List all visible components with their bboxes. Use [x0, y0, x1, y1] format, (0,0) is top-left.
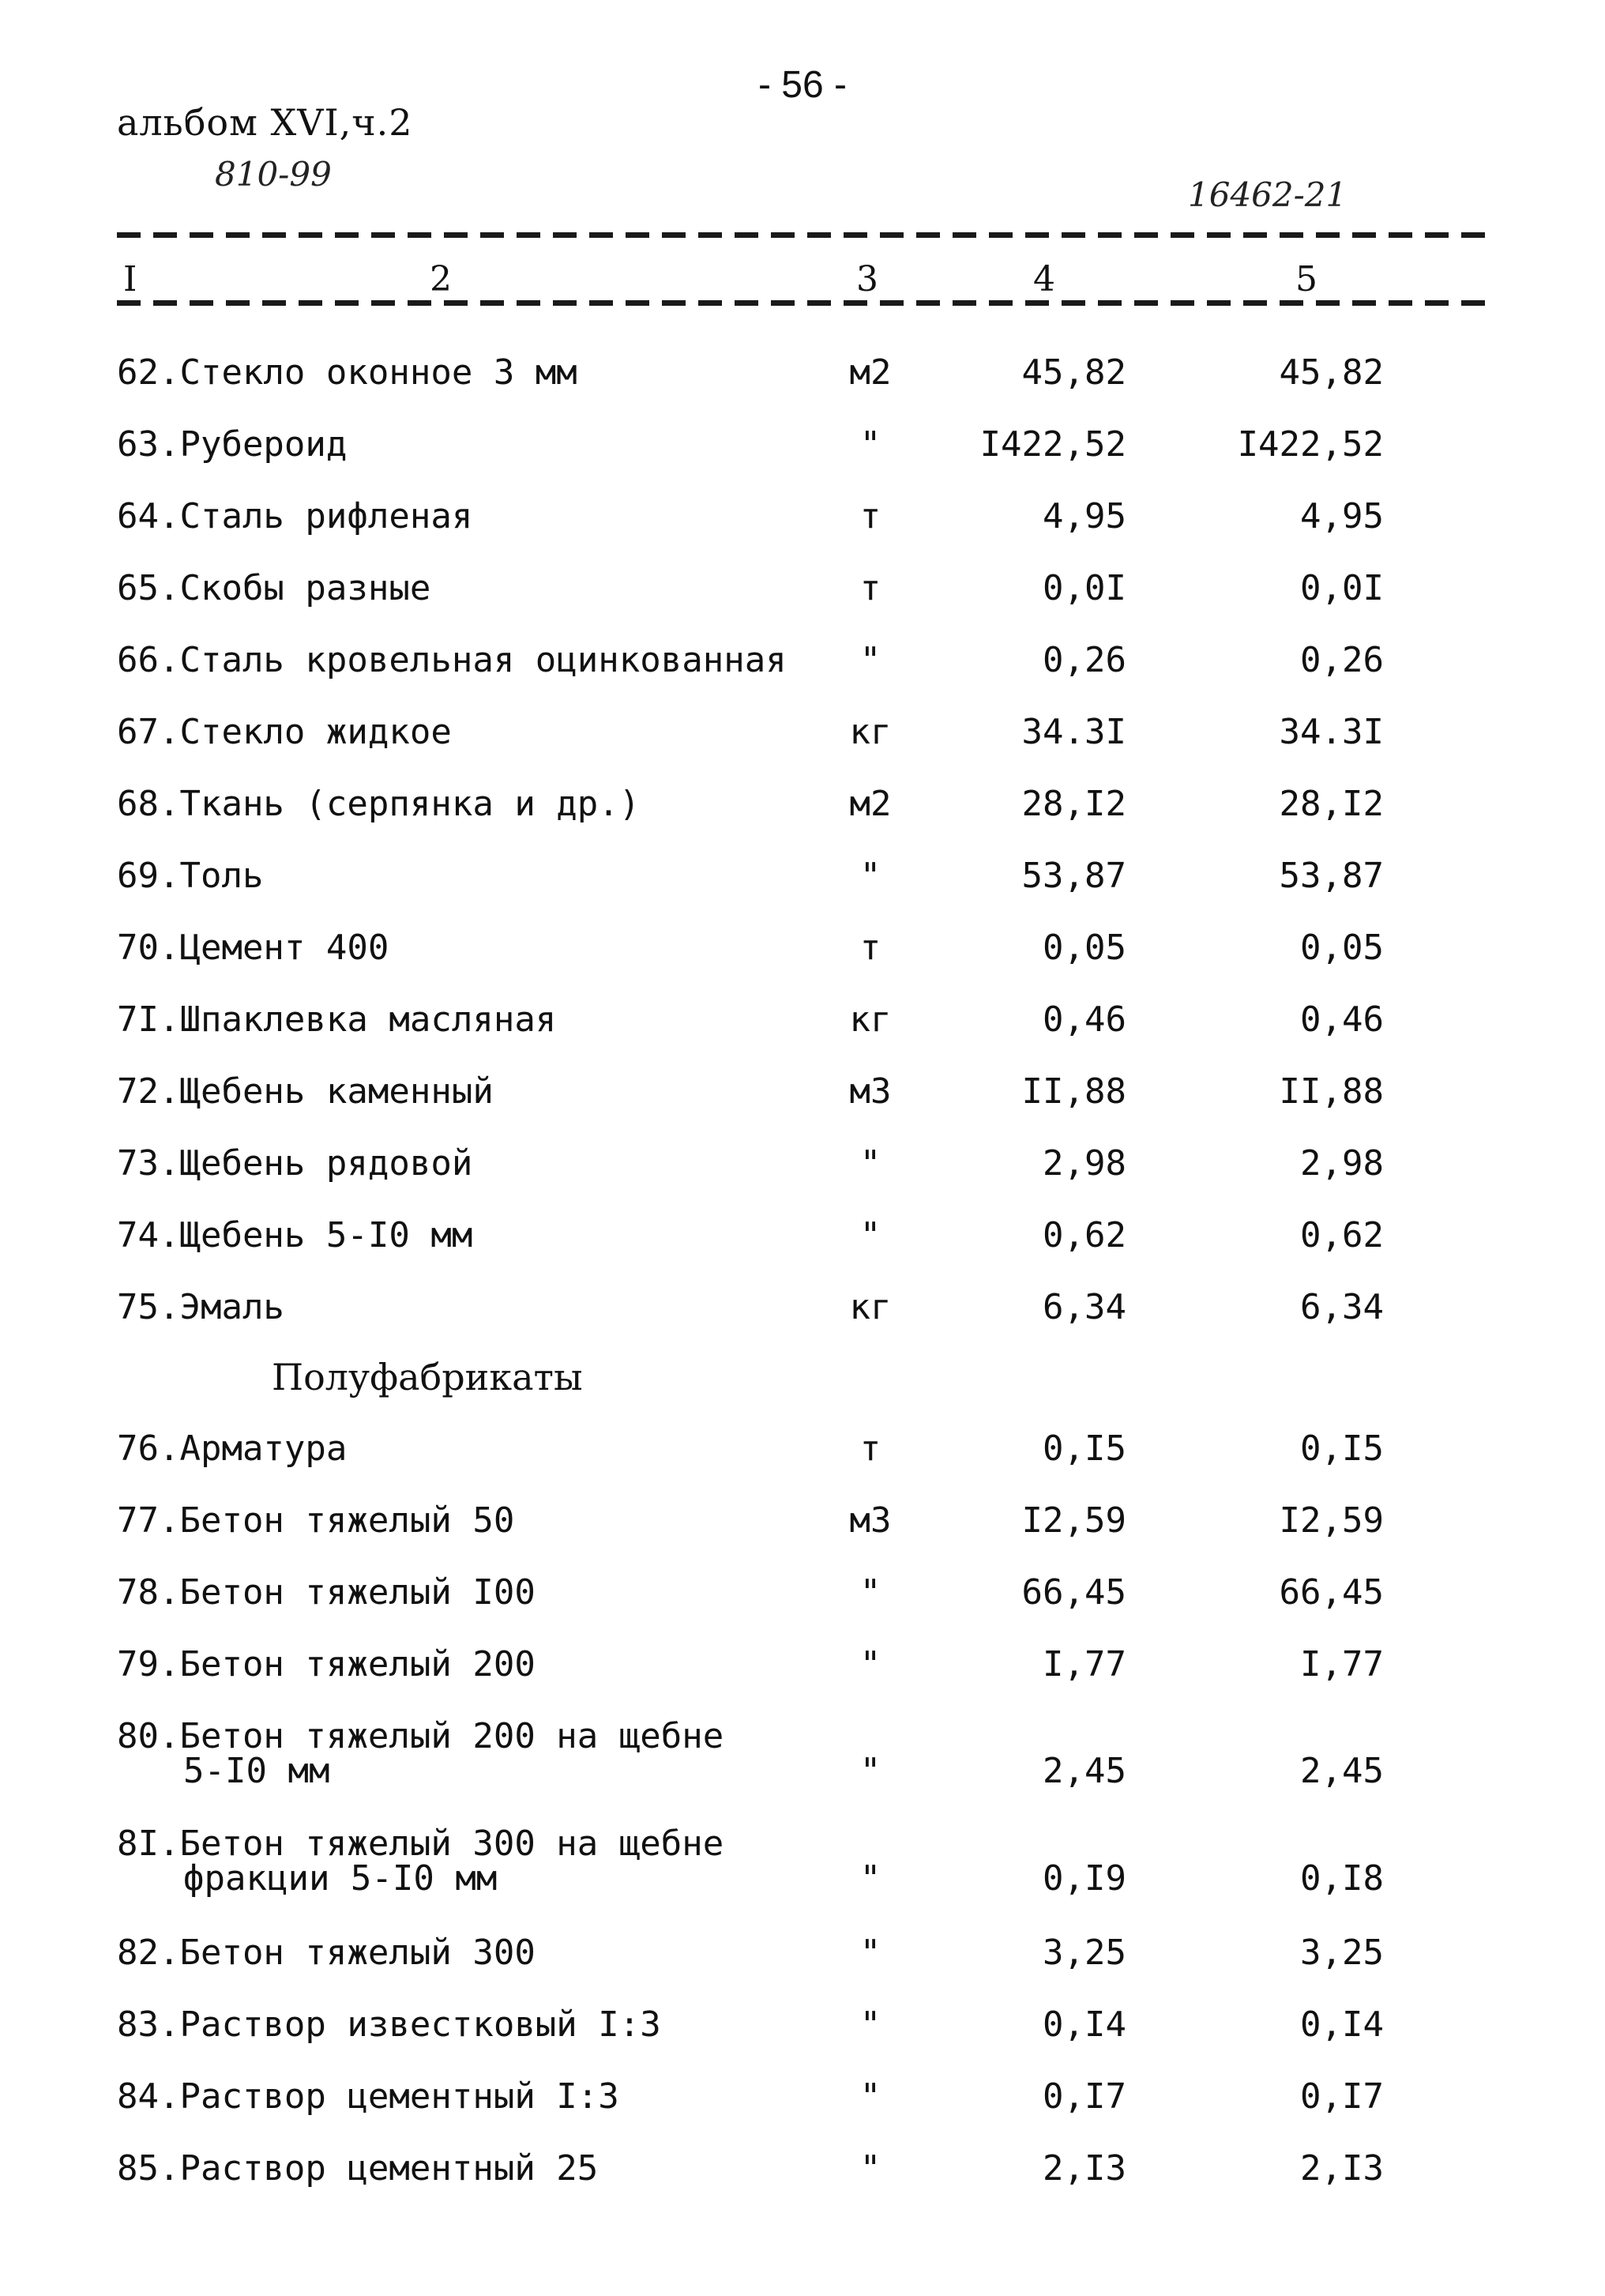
item-value-col5: 0,I4	[1300, 2004, 1384, 2045]
item-value-col4: 0,0I	[1043, 568, 1126, 608]
item-unit: м2	[849, 352, 892, 393]
item-value-col5: 2,I3	[1300, 2148, 1384, 2189]
item-value-col4: 3,25	[1043, 1933, 1126, 1973]
item-value-col4: 66,45	[1021, 1572, 1126, 1613]
item-unit: кг	[849, 1287, 892, 1327]
item-value-col4: 0,I4	[1043, 2004, 1126, 2045]
column-number-1: I	[123, 259, 137, 299]
item-unit: "	[859, 640, 881, 680]
item-name: 64.Сталь рифленая	[117, 496, 473, 536]
item-value-col4: I422,52	[979, 424, 1126, 465]
item-unit: т	[859, 1428, 881, 1469]
item-unit: т	[859, 496, 881, 536]
item-name: 83.Раствор известковый I:3	[117, 2004, 661, 2045]
item-name: 84.Раствор цементный I:3	[117, 2076, 619, 2117]
item-unit: "	[859, 2076, 881, 2117]
item-value-col5: 0,I5	[1300, 1428, 1384, 1469]
item-unit: "	[859, 1858, 881, 1899]
handwritten-note-right: 16462-21	[1188, 175, 1348, 214]
item-value-col4: 45,82	[1021, 352, 1126, 393]
item-name: 69.Толь	[117, 856, 264, 896]
item-value-col4: 34.3I	[1021, 712, 1126, 752]
item-unit: "	[859, 1751, 881, 1791]
section-title: Полуфабрикаты	[272, 1356, 583, 1398]
item-value-col4: I,77	[1043, 1644, 1126, 1684]
item-unit: "	[859, 2004, 881, 2045]
item-value-col5: 6,34	[1300, 1287, 1384, 1327]
item-name: 63.Рубероид	[117, 424, 348, 465]
item-value-col5: 4,95	[1300, 496, 1384, 536]
item-value-col4: 2,I3	[1043, 2148, 1126, 2189]
item-value-col5: I422,52	[1237, 424, 1384, 465]
column-number-2: 2	[430, 259, 452, 299]
item-name: 62.Стекло оконное 3 мм	[117, 352, 577, 393]
item-unit: "	[859, 424, 881, 465]
item-unit: "	[859, 1644, 881, 1684]
item-value-col5: 0,I7	[1300, 2076, 1384, 2117]
item-name: 80.Бетон тяжелый 200 на щебне	[117, 1716, 724, 1756]
item-value-col5: 53,87	[1279, 856, 1384, 896]
item-value-col4: I2,59	[1021, 1500, 1126, 1541]
column-number-5: 5	[1295, 259, 1317, 299]
item-value-col4: 4,95	[1043, 496, 1126, 536]
item-value-col4: 0,62	[1043, 1215, 1126, 1255]
item-unit: м3	[849, 1500, 892, 1541]
item-name: 65.Скобы разные	[117, 568, 431, 608]
item-value-col5: 2,98	[1300, 1143, 1384, 1184]
item-value-col5: I2,59	[1279, 1500, 1384, 1541]
item-name: 74.Щебень 5-I0 мм	[117, 1215, 473, 1255]
item-value-col5: 0,62	[1300, 1215, 1384, 1255]
item-unit: м3	[849, 1071, 892, 1112]
item-unit: кг	[849, 999, 892, 1040]
item-name: 72.Щебень каменный	[117, 1071, 494, 1112]
page-number: - 56 -	[757, 64, 848, 106]
item-name: 73.Щебень рядовой	[117, 1143, 473, 1184]
item-name-continued: 5-I0 мм	[183, 1751, 330, 1791]
item-name: 70.Цемент 400	[117, 928, 389, 968]
item-value-col4: 0,05	[1043, 928, 1126, 968]
item-name: 75.Эмаль	[117, 1287, 284, 1327]
item-value-col4: 0,I5	[1043, 1428, 1126, 1469]
item-name: 7I.Шпаклевка масляная	[117, 999, 557, 1040]
item-value-col5: 2,45	[1300, 1751, 1384, 1791]
item-value-col5: 66,45	[1279, 1572, 1384, 1613]
item-unit: "	[859, 1933, 881, 1973]
item-unit: "	[859, 1143, 881, 1184]
item-unit: "	[859, 2148, 881, 2189]
item-value-col4: 6,34	[1043, 1287, 1126, 1327]
album-reference: альбом ХVI,ч.2	[117, 101, 413, 144]
item-value-col5: 45,82	[1279, 352, 1384, 393]
column-number-3: 3	[856, 259, 878, 299]
item-name: 76.Арматура	[117, 1428, 348, 1469]
item-name: 67.Стекло жидкое	[117, 712, 452, 752]
item-name: 77.Бетон тяжелый 50	[117, 1500, 515, 1541]
item-name: 68.Ткань (серпянка и др.)	[117, 784, 641, 824]
item-value-col4: 28,I2	[1021, 784, 1126, 824]
item-value-col5: 0,26	[1300, 640, 1384, 680]
item-value-col5: 0,05	[1300, 928, 1384, 968]
item-value-col5: 34.3I	[1279, 712, 1384, 752]
table-header-rule	[117, 300, 1488, 306]
item-value-col5: 0,46	[1300, 999, 1384, 1040]
item-unit: т	[859, 928, 881, 968]
item-value-col4: 0,46	[1043, 999, 1126, 1040]
item-value-col5: 3,25	[1300, 1933, 1384, 1973]
item-value-col4: 2,98	[1043, 1143, 1126, 1184]
item-value-col4: 0,I7	[1043, 2076, 1126, 2117]
item-value-col5: I,77	[1300, 1644, 1384, 1684]
item-value-col4: 53,87	[1021, 856, 1126, 896]
item-unit: "	[859, 856, 881, 896]
item-unit: "	[859, 1215, 881, 1255]
item-name: 78.Бетон тяжелый I00	[117, 1572, 536, 1613]
item-unit: кг	[849, 712, 892, 752]
item-unit: м2	[849, 784, 892, 824]
item-value-col5: 0,0I	[1300, 568, 1384, 608]
item-value-col4: 0,26	[1043, 640, 1126, 680]
item-name: 66.Сталь кровельная оцинкованная	[117, 640, 787, 680]
item-value-col4: 0,I9	[1043, 1858, 1126, 1899]
table-top-rule	[117, 232, 1488, 238]
item-name: 85.Раствор цементный 25	[117, 2148, 599, 2189]
column-number-4: 4	[1033, 259, 1055, 299]
item-name: 8I.Бетон тяжелый 300 на щебне	[117, 1824, 724, 1864]
item-name: 82.Бетон тяжелый 300	[117, 1933, 536, 1973]
handwritten-note-left: 810-99	[215, 155, 332, 194]
item-value-col5: 0,I8	[1300, 1858, 1384, 1899]
item-value-col4: II,88	[1021, 1071, 1126, 1112]
item-unit: т	[859, 568, 881, 608]
item-name-continued: фракции 5-I0 мм	[183, 1858, 498, 1899]
item-name: 79.Бетон тяжелый 200	[117, 1644, 536, 1684]
item-value-col4: 2,45	[1043, 1751, 1126, 1791]
item-unit: "	[859, 1572, 881, 1613]
item-value-col5: 28,I2	[1279, 784, 1384, 824]
item-value-col5: II,88	[1279, 1071, 1384, 1112]
